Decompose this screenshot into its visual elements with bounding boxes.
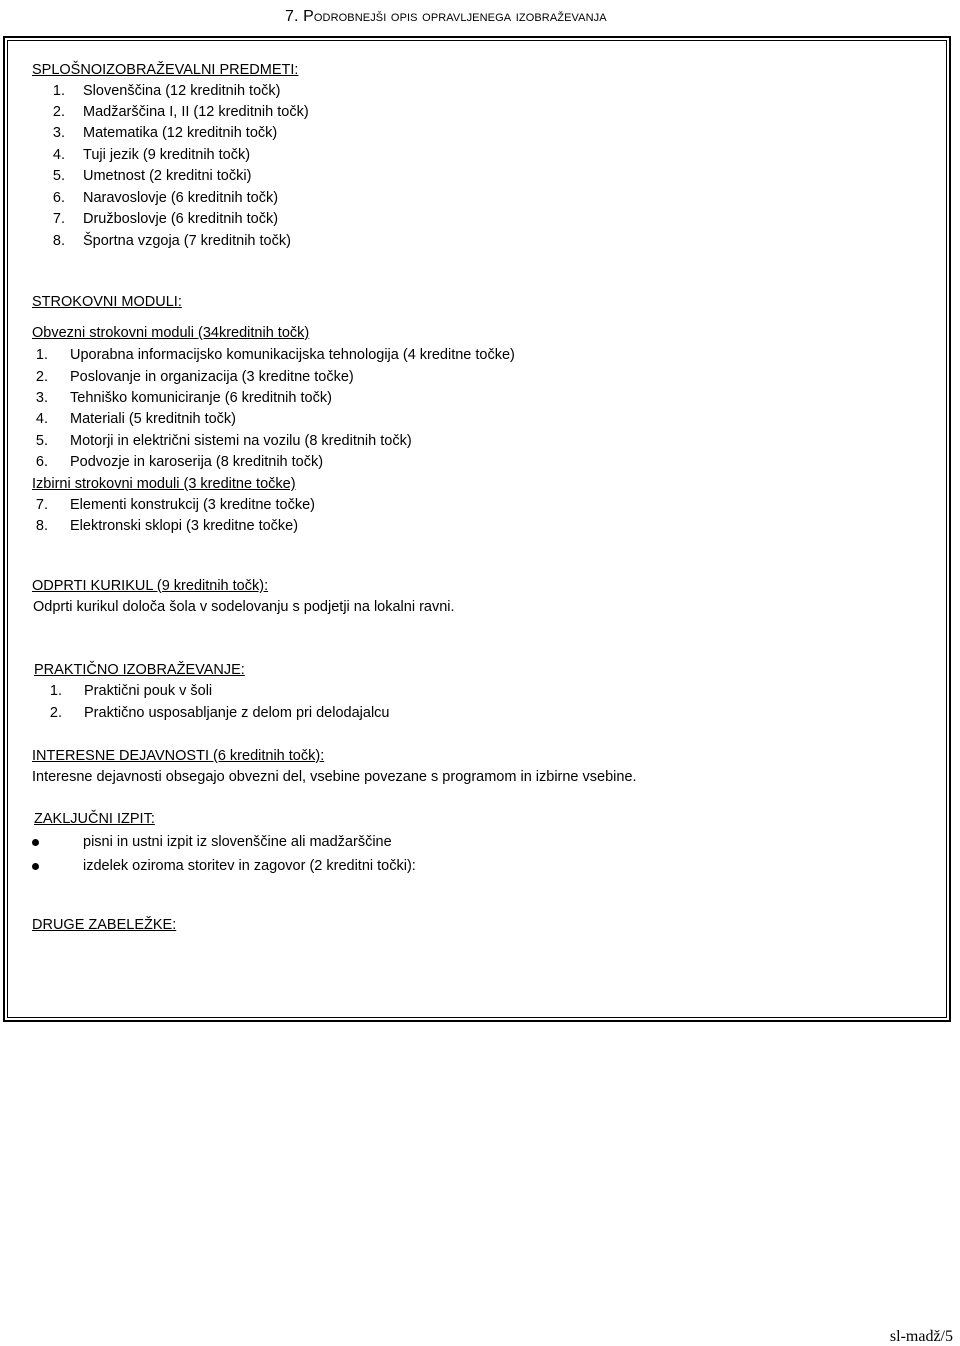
- list-item: Poslovanje in organizacija (3 kreditne točke): [70, 369, 354, 385]
- list-item: Elementi konstrukcij (3 kreditne točke): [70, 497, 315, 513]
- list-item: Matematika (12 kreditnih točk): [83, 125, 278, 141]
- list-item: Uporabna informacijsko komunikacijska tehnologija (4 kreditne točke): [70, 347, 515, 363]
- list-item: Madžarščina I, II (12 kreditnih točk): [83, 104, 309, 120]
- general-subjects-heading: SPLOŠNOIZOBRAŽEVALNI PREDMETI:: [32, 62, 299, 78]
- list-item: Tuji jezik (9 kreditnih točk): [83, 147, 251, 163]
- list-number: 6.: [52, 190, 65, 206]
- page-title: [285, 8, 945, 26]
- list-item: Podvozje in karoserija (8 kreditnih točk): [70, 454, 324, 470]
- list-item: Tehniško komuniciranje (6 kreditnih točk): [70, 390, 332, 406]
- page-footer-label: sl-madž/5: [889, 1328, 953, 1345]
- list-number: 5.: [35, 433, 48, 449]
- list-item: Motorji in električni sistemi na vozilu (8 kreditnih točk): [70, 433, 412, 449]
- list-number: 3.: [35, 390, 48, 406]
- list-item: Slovenščina (12 kreditnih točk): [83, 83, 281, 99]
- bullet-icon: [32, 839, 39, 846]
- list-number: 6.: [35, 454, 48, 470]
- list-number: 2.: [49, 705, 62, 721]
- section-number: 7.: [285, 8, 299, 25]
- list-number: 8.: [52, 233, 65, 249]
- list-number: 2.: [35, 369, 48, 385]
- list-item: Družboslovje (6 kreditnih točk): [83, 211, 279, 227]
- list-number: 4.: [35, 411, 48, 427]
- activities-heading: INTERESNE DEJAVNOSTI (6 kreditnih točk):: [32, 748, 325, 764]
- open-curriculum-heading: ODPRTI KURIKUL (9 kreditnih točk):: [32, 578, 269, 594]
- list-number: 1.: [49, 683, 62, 699]
- list-number: 3.: [52, 125, 65, 141]
- other-notes-heading: DRUGE ZABELEŽKE:: [32, 917, 177, 933]
- list-item: izdelek oziroma storitev in zagovor (2 kreditni točki):: [83, 858, 416, 874]
- list-number: 7.: [52, 211, 65, 227]
- elective-modules-heading: Izbirni strokovni moduli (3 kreditne točke): [32, 476, 296, 492]
- list-number: 1.: [52, 83, 65, 99]
- modules-heading: STROKOVNI MODULI:: [32, 294, 182, 310]
- practical-heading: PRAKTIČNO IZOBRAŽEVANJE:: [34, 662, 245, 678]
- list-number: 4.: [52, 147, 65, 163]
- activities-text: Interesne dejavnosti obsegajo obvezni del, vsebine povezane s programom in izbirne vsebine.: [32, 769, 637, 785]
- list-item: Elektronski sklopi (3 kreditne točke): [70, 518, 299, 534]
- list-item: Umetnost (2 kreditni točki): [83, 168, 252, 184]
- list-number: 1.: [35, 347, 48, 363]
- mandatory-modules-heading: Obvezni strokovni moduli (34kreditnih točk): [32, 325, 310, 341]
- list-number: 8.: [35, 518, 48, 534]
- final-exam-heading: ZAKLJUČNI IZPIT:: [34, 811, 155, 827]
- list-item: Materiali (5 kreditnih točk): [70, 411, 236, 427]
- list-item: Praktični pouk v šoli: [84, 683, 213, 699]
- title-initial: P: [303, 8, 314, 25]
- list-number: 5.: [52, 168, 65, 184]
- list-item: pisni in ustni izpit iz slovenščine ali madžarščine: [83, 834, 392, 850]
- open-curriculum-text: Odprti kurikul določa šola v sodelovanju s podjetji na lokalni ravni.: [33, 599, 455, 615]
- list-number: 2.: [52, 104, 65, 120]
- list-item: Praktično usposabljanje z delom pri delodajalcu: [84, 705, 390, 721]
- list-item: Naravoslovje (6 kreditnih točk): [83, 190, 279, 206]
- bullet-icon: [32, 863, 39, 870]
- list-item: Športna vzgoja (7 kreditnih točk): [83, 233, 291, 249]
- title-rest: odrobnejši opis opravljenega izobraževanja: [313, 8, 607, 25]
- list-number: 7.: [35, 497, 48, 513]
